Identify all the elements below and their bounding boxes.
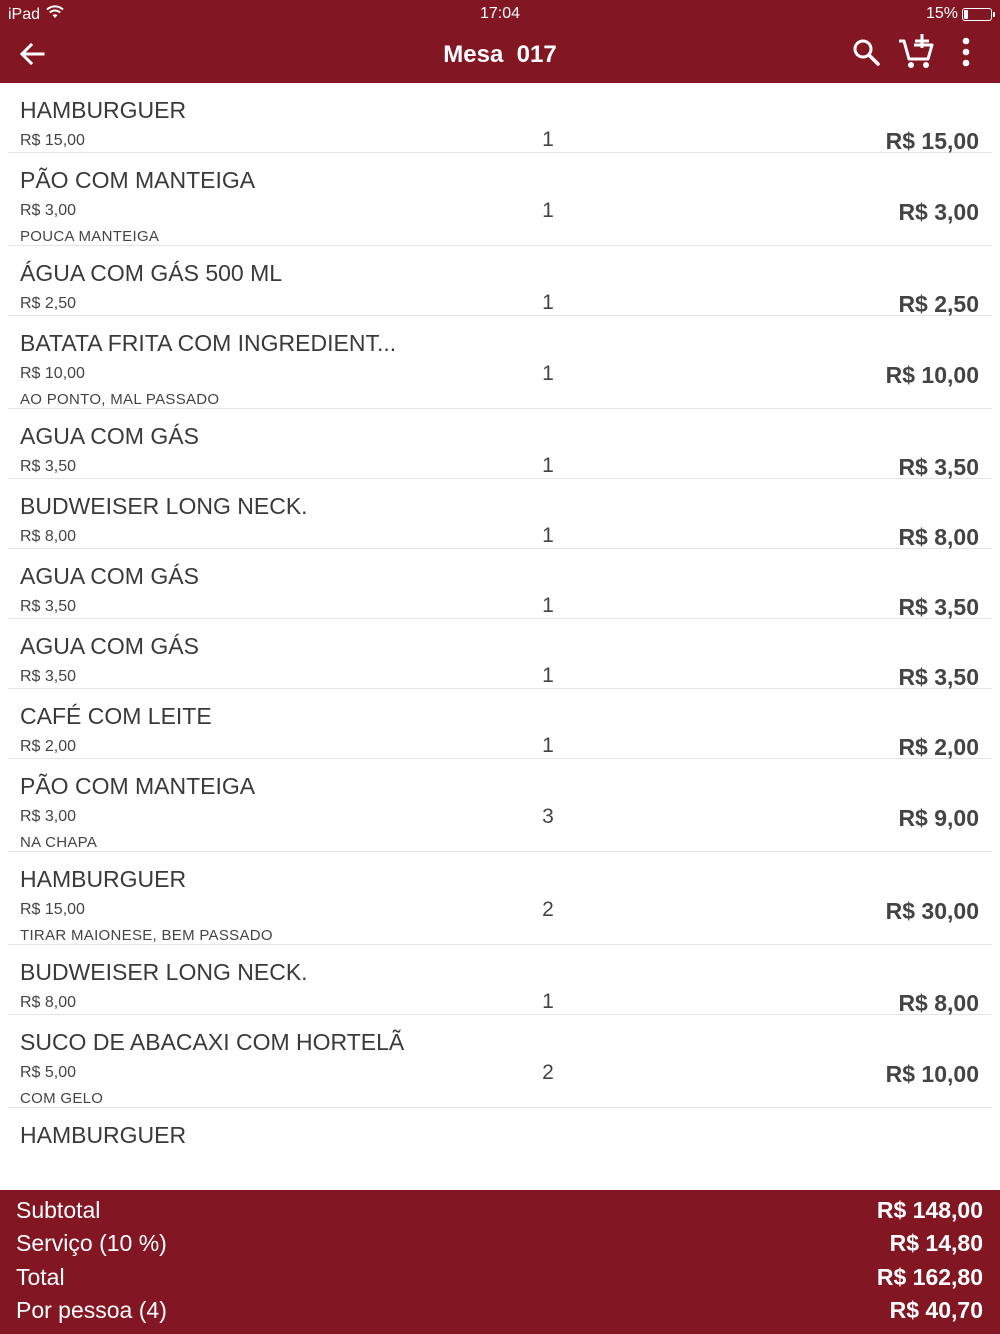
item-name: AGUA COM GÁS [20, 563, 199, 589]
item-name: BUDWEISER LONG NECK. [20, 959, 308, 985]
item-total: R$ 10,00 [885, 362, 979, 388]
item-note: COM GELO [20, 1090, 104, 1107]
item-quantity: 1 [542, 524, 554, 547]
more-options-button[interactable] [948, 34, 984, 74]
order-item-row[interactable] [8, 619, 992, 689]
summary-value: R$ 148,00 [876, 1197, 983, 1223]
add-to-cart-button[interactable] [898, 34, 934, 74]
item-name: HAMBURGUER [20, 1122, 187, 1148]
item-total: R$ 15,00 [885, 128, 979, 154]
summary-label: Serviço (10 %) [16, 1230, 167, 1257]
summary-row [16, 1227, 983, 1260]
order-item-row[interactable] [8, 689, 992, 759]
item-unit-price: R$ 8,00 [20, 994, 77, 1011]
item-name: HAMBURGUER [20, 97, 187, 123]
item-unit-price: R$ 3,50 [20, 598, 77, 615]
order-items-list[interactable] [0, 83, 1000, 1190]
item-unit-price: R$ 5,00 [20, 1064, 77, 1081]
status-right [926, 5, 992, 23]
page-title: Mesa 017 [443, 41, 557, 68]
item-name: BUDWEISER LONG NECK. [20, 493, 308, 519]
search-icon [852, 38, 880, 71]
order-item-row[interactable] [8, 1108, 992, 1178]
item-name: AGUA COM GÁS [20, 633, 199, 659]
order-item-row[interactable] [8, 83, 992, 153]
nav-actions [848, 34, 984, 74]
item-name: PÃO COM MANTEIGA [20, 167, 256, 193]
item-unit-price: R$ 2,50 [20, 295, 77, 312]
item-quantity: 3 [542, 805, 554, 828]
summary-label: Por pessoa (4) [16, 1296, 167, 1323]
summary-value: R$ 162,80 [876, 1263, 983, 1290]
summary-value: R$ 40,70 [889, 1296, 983, 1323]
order-item-row[interactable] [8, 246, 992, 316]
item-quantity: 1 [542, 990, 554, 1013]
battery-percent: 15% [925, 5, 958, 22]
item-quantity: 1 [542, 454, 554, 477]
status-bar [0, 0, 1000, 28]
summary-value: R$ 14,80 [889, 1230, 983, 1257]
order-item-row[interactable] [8, 759, 992, 852]
item-unit-price: R$ 15,00 [20, 901, 85, 918]
battery-level [964, 10, 968, 19]
order-item-row[interactable] [8, 479, 992, 549]
item-total: R$ 10,00 [885, 1061, 979, 1087]
item-unit-price: R$ 10,00 [20, 365, 85, 382]
summary-row [16, 1261, 983, 1294]
item-total: R$ 2,00 [898, 734, 979, 760]
item-note: POUCA MANTEIGA [20, 228, 160, 245]
item-total: R$ 3,00 [898, 199, 979, 225]
order-item-row[interactable] [8, 409, 992, 479]
item-name: AGUA COM GÁS [20, 423, 199, 449]
item-unit-price: R$ 3,50 [20, 458, 77, 475]
summary-label: Subtotal [16, 1197, 101, 1223]
item-note: AO PONTO, MAL PASSADO [20, 391, 220, 408]
order-item-row[interactable] [8, 316, 992, 409]
item-unit-price: R$ 8,00 [20, 528, 77, 545]
order-item-row[interactable] [8, 1015, 992, 1108]
order-item-row[interactable] [8, 945, 992, 1015]
more-vertical-icon [961, 37, 971, 72]
item-name: CAFÉ COM LEITE [20, 703, 212, 729]
battery-icon [962, 8, 992, 21]
item-name: PÃO COM MANTEIGA [20, 773, 256, 799]
item-total: R$ 8,00 [898, 990, 979, 1016]
summary-row [16, 1294, 983, 1327]
item-name: SUCO DE ABACAXI COM HORTELÃ [20, 1029, 405, 1055]
cart-add-icon [898, 34, 934, 75]
item-quantity: 2 [542, 898, 554, 921]
item-quantity: 2 [542, 1061, 554, 1084]
item-unit-price: R$ 3,00 [20, 202, 77, 219]
nav-bar [0, 28, 1000, 83]
item-quantity: 1 [542, 291, 554, 314]
status-time: 17:04 [479, 5, 521, 22]
item-total: R$ 8,00 [898, 524, 979, 550]
item-unit-price: R$ 2,00 [20, 738, 77, 755]
item-total: R$ 3,50 [898, 664, 979, 690]
item-total: R$ 30,00 [885, 898, 979, 924]
item-unit-price: R$ 15,00 [20, 132, 85, 149]
item-quantity: 1 [542, 594, 554, 617]
item-quantity: 1 [542, 362, 554, 385]
item-unit-price: R$ 3,00 [20, 808, 77, 825]
search-button[interactable] [848, 34, 884, 74]
device-label: iPad [8, 5, 41, 23]
item-total: R$ 9,00 [898, 805, 979, 831]
summary-row [16, 1194, 983, 1227]
item-quantity: 1 [542, 199, 554, 222]
item-name: BATATA FRITA COM INGREDIENT... [20, 330, 397, 356]
item-note: TIRAR MAIONESE, BEM PASSADO [20, 927, 273, 944]
item-quantity: 1 [542, 128, 554, 151]
totals-footer [0, 1190, 1000, 1334]
summary-label: Total [16, 1263, 65, 1290]
order-item-row[interactable] [8, 852, 992, 945]
item-note: NA CHAPA [20, 834, 98, 851]
item-quantity: 1 [542, 734, 554, 757]
item-total: R$ 2,50 [898, 291, 979, 317]
order-item-row[interactable] [8, 549, 992, 619]
item-quantity: 1 [542, 664, 554, 687]
item-total: R$ 3,50 [898, 454, 979, 480]
item-name: HAMBURGUER [20, 866, 187, 892]
item-name: ÁGUA COM GÁS 500 ML [20, 260, 283, 286]
item-unit-price: R$ 3,50 [20, 668, 77, 685]
item-total: R$ 3,50 [898, 594, 979, 620]
order-item-row[interactable] [8, 153, 992, 246]
